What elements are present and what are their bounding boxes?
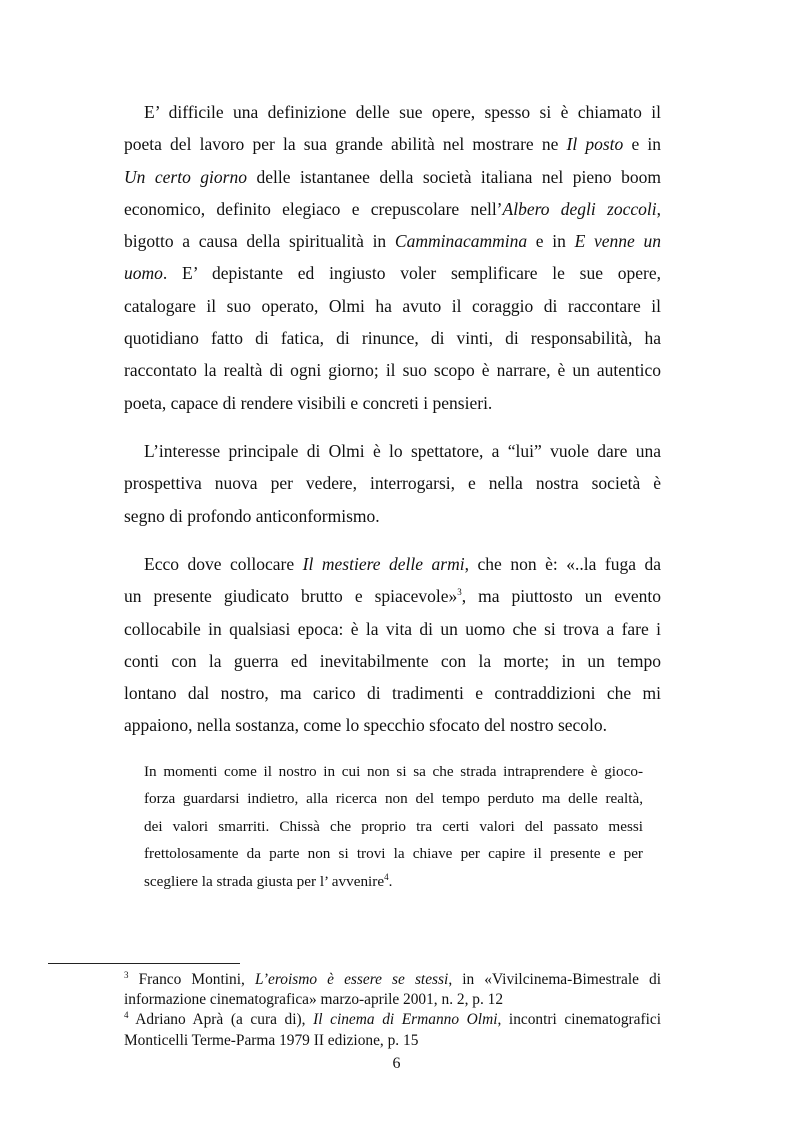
paragraph-2 — [124, 435, 661, 532]
footnote-4-cont: Monticelli Terme-Parma 1979 II edizione, p. 15 — [124, 1031, 419, 1049]
text-line: catalogare il suo operato, Olmi ha avuto il coraggio di raccontare il — [124, 295, 661, 316]
footnote-title: L’eroismo è essere se stessi — [254, 971, 449, 988]
text-line: poeta del lavoro per la sua grande abilità nel mostrare ne Il posto e in — [124, 134, 661, 155]
film-title: Camminacammina — [394, 231, 528, 252]
text-line: un presente giudicato brutto e spiacevole»$^3$, ma piuttosto un evento — [124, 586, 661, 607]
block-quote — [144, 758, 643, 895]
text-line: E’ difficile una definizione delle sue opere, spesso si è chiamato il — [144, 102, 661, 122]
text-line: prospettiva nuova per vedere, interrogarsi, e nella nostra società è — [124, 473, 661, 494]
text-line: conti con la guerra ed inevitabilmente con la morte; in un tempo — [124, 650, 661, 671]
film-title: Il mestiere delle armi — [302, 554, 465, 574]
footnotes — [124, 970, 661, 1051]
text-line: collocabile in qualsiasi epoca: è la vita di un uomo che si trova a fare i — [124, 618, 661, 639]
film-title: Il posto — [566, 134, 624, 155]
footnote-title: Il cinema di Ermanno Olmi — [313, 1011, 498, 1029]
footnote-number: 4 — [124, 1010, 129, 1021]
page-number: 6 — [392, 1055, 401, 1072]
text-line: economico, definito elegiaco e crepuscolare nell’Albero degli zoccoli, — [124, 198, 661, 219]
text-line: poeta, capace di rendere visibili e concreti i pensieri. — [124, 392, 493, 413]
footnote-3: $^3$ Franco Montini, L’eroismo è essere se stessi, in «Vivilcinema-Bimestrale di — [124, 969, 661, 988]
paragraph-1 — [124, 96, 661, 419]
footnote-ref-3[interactable]: 3 — [457, 587, 462, 598]
text-line: raccontato la realtà di ogni giorno; il suo scopo è narrare, è un autentico — [124, 360, 661, 381]
quote-line: scegliere la strada giusta per l’ avvenire$^4$. — [144, 871, 393, 890]
footnote-4: $^4$ Adriano Aprà (a cura di), Il cinema di Ermanno Olmi, incontri cinematografici — [124, 1010, 661, 1029]
film-title: E venne un — [574, 231, 661, 252]
text-line: appaiono, nella sostanza, come lo specchio sfocato del nostro secolo. — [124, 715, 608, 736]
footnote-3-cont: informazione cinematografica» marzo-aprile 2001, n. 2, p. 12 — [124, 991, 504, 1009]
film-title: Un certo giorno — [124, 166, 247, 187]
film-title: uomo — [124, 263, 163, 284]
text-line: uomo. E’ depistante ed ingiusto voler semplificare le sue opere, — [124, 263, 661, 284]
text-line: segno di profondo anticonformismo. — [124, 505, 380, 526]
quote-line: dei valori smarriti. Chissà che proprio tra certi valori del passato messi — [144, 817, 643, 835]
quote-line: In momenti come il nostro in cui non si sa che strada intraprendere è gioco- — [144, 763, 643, 780]
film-title: Albero degli zoccoli — [502, 198, 657, 219]
text-line: lontano dal nostro, ma carico di tradimenti e contraddizioni che mi — [124, 683, 661, 704]
quote-line: forza guardarsi indietro, alla ricerca non del tempo perduto ma delle realtà, — [144, 790, 643, 808]
text-line: L’interesse principale di Olmi è lo spettatore, a “lui” vuole dare una — [144, 441, 661, 461]
footnote-separator — [48, 963, 240, 964]
footnote-ref-4[interactable]: 4 — [384, 871, 389, 882]
text-line: Ecco dove collocare Il mestiere delle armi, che non è: «..la fuga da — [144, 554, 661, 574]
text-line: bigotto a causa della spiritualità in Camminacammina e in E venne un — [124, 231, 661, 252]
footnote-number: 3 — [124, 969, 129, 980]
paragraph-3 — [124, 548, 661, 742]
text-line: Un certo giorno delle istantanee della società italiana nel pieno boom — [124, 166, 661, 187]
quote-line: frettolosamente da parte non si trovi la chiave per capire il presente e per — [144, 845, 643, 863]
text-line: quotidiano fatto di fatica, di rinunce, di vinti, di responsabilità, ha — [124, 328, 661, 349]
